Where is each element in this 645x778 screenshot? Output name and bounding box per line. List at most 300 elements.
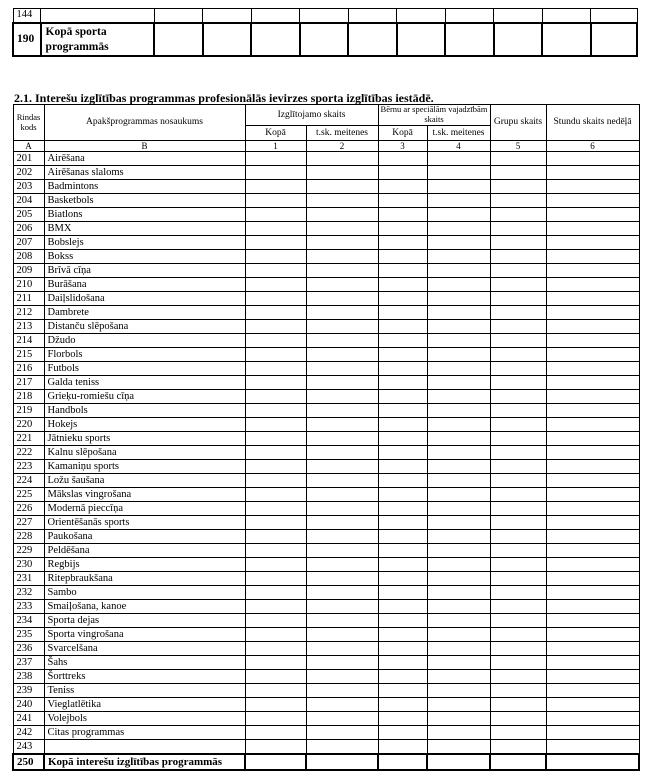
value-cell[interactable] <box>546 516 639 530</box>
value-cell[interactable] <box>546 264 639 278</box>
value-cell[interactable] <box>245 376 306 390</box>
cell[interactable] <box>542 23 591 56</box>
value-cell[interactable] <box>306 642 378 656</box>
value-cell[interactable] <box>546 306 639 320</box>
value-cell[interactable] <box>427 194 490 208</box>
value-cell[interactable] <box>427 250 490 264</box>
value-cell[interactable] <box>245 194 306 208</box>
value-cell[interactable] <box>427 292 490 306</box>
value-cell[interactable] <box>490 236 546 250</box>
value-cell[interactable] <box>490 432 546 446</box>
programs-table <box>12 104 640 771</box>
value-cell[interactable] <box>427 530 490 544</box>
value-cell[interactable] <box>378 362 427 376</box>
value-cell[interactable] <box>306 208 378 222</box>
value-cell[interactable] <box>245 502 306 516</box>
value-cell[interactable] <box>490 152 546 166</box>
value-cell[interactable] <box>378 166 427 180</box>
value-cell[interactable] <box>427 446 490 460</box>
value-cell[interactable] <box>427 642 490 656</box>
value-cell[interactable] <box>490 474 546 488</box>
value-cell[interactable] <box>427 684 490 698</box>
value-cell[interactable] <box>427 334 490 348</box>
value-cell[interactable] <box>378 292 427 306</box>
value-cell[interactable] <box>427 656 490 670</box>
value-cell[interactable] <box>378 236 427 250</box>
value-cell[interactable] <box>490 194 546 208</box>
value-cell[interactable] <box>546 628 639 642</box>
value-cell[interactable] <box>427 516 490 530</box>
value-cell[interactable] <box>306 236 378 250</box>
value-cell[interactable] <box>245 418 306 432</box>
value-cell[interactable] <box>378 530 427 544</box>
value-cell[interactable] <box>490 600 546 614</box>
value-cell[interactable] <box>378 446 427 460</box>
value-cell[interactable] <box>245 404 306 418</box>
cell[interactable] <box>591 23 637 56</box>
value-cell[interactable] <box>490 404 546 418</box>
value-cell[interactable] <box>245 558 306 572</box>
value-cell[interactable] <box>427 460 490 474</box>
value-cell[interactable] <box>546 572 639 586</box>
cell[interactable] <box>546 754 639 770</box>
value-cell[interactable] <box>245 446 306 460</box>
value-cell[interactable] <box>245 712 306 726</box>
value-cell[interactable] <box>306 740 378 755</box>
value-cell[interactable] <box>378 544 427 558</box>
value-cell[interactable] <box>245 656 306 670</box>
value-cell[interactable] <box>378 278 427 292</box>
value-cell[interactable] <box>490 460 546 474</box>
value-cell[interactable] <box>546 166 639 180</box>
value-cell[interactable] <box>546 376 639 390</box>
value-cell[interactable] <box>306 404 378 418</box>
value-cell[interactable] <box>245 740 306 755</box>
value-cell[interactable] <box>378 614 427 628</box>
value-cell[interactable] <box>546 432 639 446</box>
value-cell[interactable] <box>378 572 427 586</box>
value-cell[interactable] <box>378 460 427 474</box>
value-cell[interactable] <box>378 194 427 208</box>
value-cell[interactable] <box>245 600 306 614</box>
value-cell[interactable] <box>546 404 639 418</box>
value-cell[interactable] <box>245 292 306 306</box>
value-cell[interactable] <box>378 334 427 348</box>
cell[interactable] <box>494 23 543 56</box>
value-cell[interactable] <box>546 740 639 755</box>
row-code: 203 <box>13 180 44 194</box>
value-cell[interactable] <box>378 320 427 334</box>
cell[interactable] <box>591 9 637 24</box>
value-cell[interactable] <box>306 544 378 558</box>
value-cell[interactable] <box>378 740 427 755</box>
value-cell[interactable] <box>306 628 378 642</box>
value-cell[interactable] <box>306 432 378 446</box>
value-cell[interactable] <box>427 306 490 320</box>
value-cell[interactable] <box>378 180 427 194</box>
value-cell[interactable] <box>546 194 639 208</box>
cell[interactable] <box>203 9 252 24</box>
value-cell[interactable] <box>427 320 490 334</box>
value-cell[interactable] <box>378 670 427 684</box>
value-cell[interactable] <box>378 586 427 600</box>
value-cell[interactable] <box>245 488 306 502</box>
value-cell[interactable] <box>245 642 306 656</box>
cell[interactable] <box>154 9 203 24</box>
value-cell[interactable] <box>378 642 427 656</box>
value-cell[interactable] <box>306 222 378 236</box>
value-cell[interactable] <box>546 292 639 306</box>
value-cell[interactable] <box>306 558 378 572</box>
value-cell[interactable] <box>490 446 546 460</box>
value-cell[interactable] <box>306 670 378 684</box>
value-cell[interactable] <box>490 642 546 656</box>
value-cell[interactable] <box>546 236 639 250</box>
value-cell[interactable] <box>306 726 378 740</box>
value-cell[interactable] <box>490 712 546 726</box>
value-cell[interactable] <box>490 222 546 236</box>
value-cell[interactable] <box>306 600 378 614</box>
value-cell[interactable] <box>427 586 490 600</box>
cell[interactable] <box>300 23 349 56</box>
value-cell[interactable] <box>245 264 306 278</box>
value-cell[interactable] <box>427 376 490 390</box>
value-cell[interactable] <box>306 460 378 474</box>
value-cell[interactable] <box>245 306 306 320</box>
value-cell[interactable] <box>306 306 378 320</box>
value-cell[interactable] <box>490 208 546 222</box>
value-cell[interactable] <box>427 488 490 502</box>
value-cell[interactable] <box>245 432 306 446</box>
value-cell[interactable] <box>306 180 378 194</box>
row-name: Smaiļošana, kanoe <box>44 600 245 614</box>
value-cell[interactable] <box>245 586 306 600</box>
value-cell[interactable] <box>245 628 306 642</box>
value-cell[interactable] <box>490 306 546 320</box>
value-cell[interactable] <box>306 278 378 292</box>
value-cell[interactable] <box>427 600 490 614</box>
value-cell[interactable] <box>245 670 306 684</box>
value-cell[interactable] <box>245 208 306 222</box>
value-cell[interactable] <box>490 740 546 755</box>
value-cell[interactable] <box>427 614 490 628</box>
value-cell[interactable] <box>245 166 306 180</box>
cell[interactable] <box>427 754 490 770</box>
value-cell[interactable] <box>490 544 546 558</box>
cell[interactable] <box>300 9 349 24</box>
cell[interactable] <box>397 23 446 56</box>
value-cell[interactable] <box>378 250 427 264</box>
value-cell[interactable] <box>306 320 378 334</box>
value-cell[interactable] <box>427 152 490 166</box>
value-cell[interactable] <box>306 488 378 502</box>
value-cell[interactable] <box>245 278 306 292</box>
cell[interactable] <box>397 9 446 24</box>
value-cell[interactable] <box>546 460 639 474</box>
value-cell[interactable] <box>378 404 427 418</box>
value-cell[interactable] <box>490 376 546 390</box>
value-cell[interactable] <box>378 656 427 670</box>
value-cell[interactable] <box>490 558 546 572</box>
value-cell[interactable] <box>378 726 427 740</box>
value-cell[interactable] <box>306 166 378 180</box>
value-cell[interactable] <box>490 418 546 432</box>
value-cell[interactable] <box>490 502 546 516</box>
value-cell[interactable] <box>490 250 546 264</box>
cell[interactable] <box>245 754 306 770</box>
value-cell[interactable] <box>245 530 306 544</box>
row-code: 214 <box>13 334 44 348</box>
cell[interactable] <box>306 754 378 770</box>
value-cell[interactable] <box>546 670 639 684</box>
table-row <box>13 334 639 348</box>
value-cell[interactable] <box>427 404 490 418</box>
value-cell[interactable] <box>245 614 306 628</box>
value-cell[interactable] <box>427 628 490 642</box>
value-cell[interactable] <box>306 684 378 698</box>
value-cell[interactable] <box>245 362 306 376</box>
value-cell[interactable] <box>427 278 490 292</box>
value-cell[interactable] <box>546 684 639 698</box>
value-cell[interactable] <box>306 614 378 628</box>
cell[interactable] <box>348 9 397 24</box>
row-name: Brīvā cīņa <box>44 264 245 278</box>
row-code: 237 <box>13 656 44 670</box>
value-cell[interactable] <box>245 348 306 362</box>
value-cell[interactable] <box>546 530 639 544</box>
value-cell[interactable] <box>490 698 546 712</box>
value-cell[interactable] <box>427 712 490 726</box>
row-code: 215 <box>13 348 44 362</box>
value-cell[interactable] <box>306 292 378 306</box>
value-cell[interactable] <box>306 502 378 516</box>
value-cell[interactable] <box>546 544 639 558</box>
value-cell[interactable] <box>378 600 427 614</box>
value-cell[interactable] <box>490 614 546 628</box>
value-cell[interactable] <box>490 516 546 530</box>
value-cell[interactable] <box>490 292 546 306</box>
value-cell[interactable] <box>378 222 427 236</box>
value-cell[interactable] <box>490 628 546 642</box>
value-cell[interactable] <box>427 222 490 236</box>
cell[interactable] <box>348 23 397 56</box>
value-cell[interactable] <box>546 474 639 488</box>
value-cell[interactable] <box>427 236 490 250</box>
value-cell[interactable] <box>427 264 490 278</box>
value-cell[interactable] <box>306 334 378 348</box>
value-cell[interactable] <box>546 180 639 194</box>
value-cell[interactable] <box>490 348 546 362</box>
cell[interactable] <box>203 23 252 56</box>
cell[interactable] <box>251 23 300 56</box>
value-cell[interactable] <box>306 152 378 166</box>
cell[interactable] <box>378 754 427 770</box>
value-cell[interactable] <box>427 418 490 432</box>
cell[interactable] <box>445 23 494 56</box>
value-cell[interactable] <box>378 502 427 516</box>
value-cell[interactable] <box>427 474 490 488</box>
value-cell[interactable] <box>546 152 639 166</box>
value-cell[interactable] <box>546 222 639 236</box>
value-cell[interactable] <box>378 418 427 432</box>
value-cell[interactable] <box>306 586 378 600</box>
value-cell[interactable] <box>378 152 427 166</box>
value-cell[interactable] <box>490 656 546 670</box>
value-cell[interactable] <box>546 726 639 740</box>
value-cell[interactable] <box>427 726 490 740</box>
value-cell[interactable] <box>378 474 427 488</box>
value-cell[interactable] <box>546 642 639 656</box>
cell[interactable] <box>494 9 543 24</box>
value-cell[interactable] <box>378 264 427 278</box>
cell[interactable] <box>445 9 494 24</box>
row-name: Peldēšana <box>44 544 245 558</box>
value-cell[interactable] <box>306 656 378 670</box>
value-cell[interactable] <box>306 530 378 544</box>
cell[interactable] <box>490 754 546 770</box>
value-cell[interactable] <box>306 418 378 432</box>
value-cell[interactable] <box>490 320 546 334</box>
value-cell[interactable] <box>378 488 427 502</box>
value-cell[interactable] <box>546 488 639 502</box>
value-cell[interactable] <box>245 684 306 698</box>
value-cell[interactable] <box>306 516 378 530</box>
value-cell[interactable] <box>306 376 378 390</box>
value-cell[interactable] <box>427 166 490 180</box>
value-cell[interactable] <box>378 376 427 390</box>
row-name: Džudo <box>44 334 245 348</box>
value-cell[interactable] <box>378 712 427 726</box>
value-cell[interactable] <box>378 432 427 446</box>
row-code: 217 <box>13 376 44 390</box>
value-cell[interactable] <box>245 236 306 250</box>
value-cell[interactable] <box>490 334 546 348</box>
value-cell[interactable] <box>378 628 427 642</box>
value-cell[interactable] <box>546 600 639 614</box>
cell[interactable] <box>154 23 203 56</box>
value-cell[interactable] <box>245 390 306 404</box>
value-cell[interactable] <box>306 390 378 404</box>
value-cell[interactable] <box>427 348 490 362</box>
value-cell[interactable] <box>546 320 639 334</box>
value-cell[interactable] <box>306 348 378 362</box>
value-cell[interactable] <box>490 726 546 740</box>
value-cell[interactable] <box>490 264 546 278</box>
value-cell[interactable] <box>546 418 639 432</box>
value-cell[interactable] <box>490 180 546 194</box>
value-cell[interactable] <box>427 698 490 712</box>
value-cell[interactable] <box>427 180 490 194</box>
value-cell[interactable] <box>306 712 378 726</box>
header-girls: t.sk. meitenes <box>306 126 378 141</box>
value-cell[interactable] <box>378 516 427 530</box>
value-cell[interactable] <box>546 586 639 600</box>
value-cell[interactable] <box>245 250 306 264</box>
value-cell[interactable] <box>245 726 306 740</box>
value-cell[interactable] <box>306 250 378 264</box>
value-cell[interactable] <box>306 446 378 460</box>
value-cell[interactable] <box>378 698 427 712</box>
value-cell[interactable] <box>378 558 427 572</box>
value-cell[interactable] <box>546 362 639 376</box>
value-cell[interactable] <box>490 684 546 698</box>
cell[interactable] <box>542 9 591 24</box>
value-cell[interactable] <box>245 698 306 712</box>
value-cell[interactable] <box>427 558 490 572</box>
value-cell[interactable] <box>245 334 306 348</box>
value-cell[interactable] <box>306 264 378 278</box>
value-cell[interactable] <box>546 390 639 404</box>
value-cell[interactable] <box>490 586 546 600</box>
row-name: Šahs <box>44 656 245 670</box>
value-cell[interactable] <box>546 712 639 726</box>
value-cell[interactable] <box>546 334 639 348</box>
value-cell[interactable] <box>546 278 639 292</box>
value-cell[interactable] <box>546 502 639 516</box>
value-cell[interactable] <box>490 670 546 684</box>
value-cell[interactable] <box>378 348 427 362</box>
value-cell[interactable] <box>245 544 306 558</box>
value-cell[interactable] <box>427 572 490 586</box>
value-cell[interactable] <box>306 572 378 586</box>
value-cell[interactable] <box>245 152 306 166</box>
value-cell[interactable] <box>427 390 490 404</box>
value-cell[interactable] <box>245 572 306 586</box>
value-cell[interactable] <box>427 362 490 376</box>
table-row <box>13 642 639 656</box>
cell[interactable] <box>251 9 300 24</box>
value-cell[interactable] <box>546 656 639 670</box>
value-cell[interactable] <box>427 544 490 558</box>
value-cell[interactable] <box>245 222 306 236</box>
row-name: Sporta dejas <box>44 614 245 628</box>
value-cell[interactable] <box>546 348 639 362</box>
value-cell[interactable] <box>490 362 546 376</box>
value-cell[interactable] <box>427 670 490 684</box>
value-cell[interactable] <box>378 208 427 222</box>
value-cell[interactable] <box>245 180 306 194</box>
value-cell[interactable] <box>490 572 546 586</box>
value-cell[interactable] <box>245 474 306 488</box>
value-cell[interactable] <box>490 390 546 404</box>
value-cell[interactable] <box>378 684 427 698</box>
value-cell[interactable] <box>306 698 378 712</box>
value-cell[interactable] <box>306 474 378 488</box>
value-cell[interactable] <box>378 306 427 320</box>
value-cell[interactable] <box>490 530 546 544</box>
value-cell[interactable] <box>546 614 639 628</box>
value-cell[interactable] <box>427 740 490 755</box>
value-cell[interactable] <box>245 516 306 530</box>
value-cell[interactable] <box>490 278 546 292</box>
value-cell[interactable] <box>245 320 306 334</box>
value-cell[interactable] <box>546 698 639 712</box>
value-cell[interactable] <box>546 250 639 264</box>
value-cell[interactable] <box>546 558 639 572</box>
value-cell[interactable] <box>306 362 378 376</box>
value-cell[interactable] <box>378 390 427 404</box>
value-cell[interactable] <box>546 208 639 222</box>
value-cell[interactable] <box>546 446 639 460</box>
value-cell[interactable] <box>245 460 306 474</box>
value-cell[interactable] <box>427 432 490 446</box>
value-cell[interactable] <box>490 488 546 502</box>
value-cell[interactable] <box>427 208 490 222</box>
table-row <box>13 292 639 306</box>
value-cell[interactable] <box>490 166 546 180</box>
value-cell[interactable] <box>427 502 490 516</box>
value-cell[interactable] <box>306 194 378 208</box>
